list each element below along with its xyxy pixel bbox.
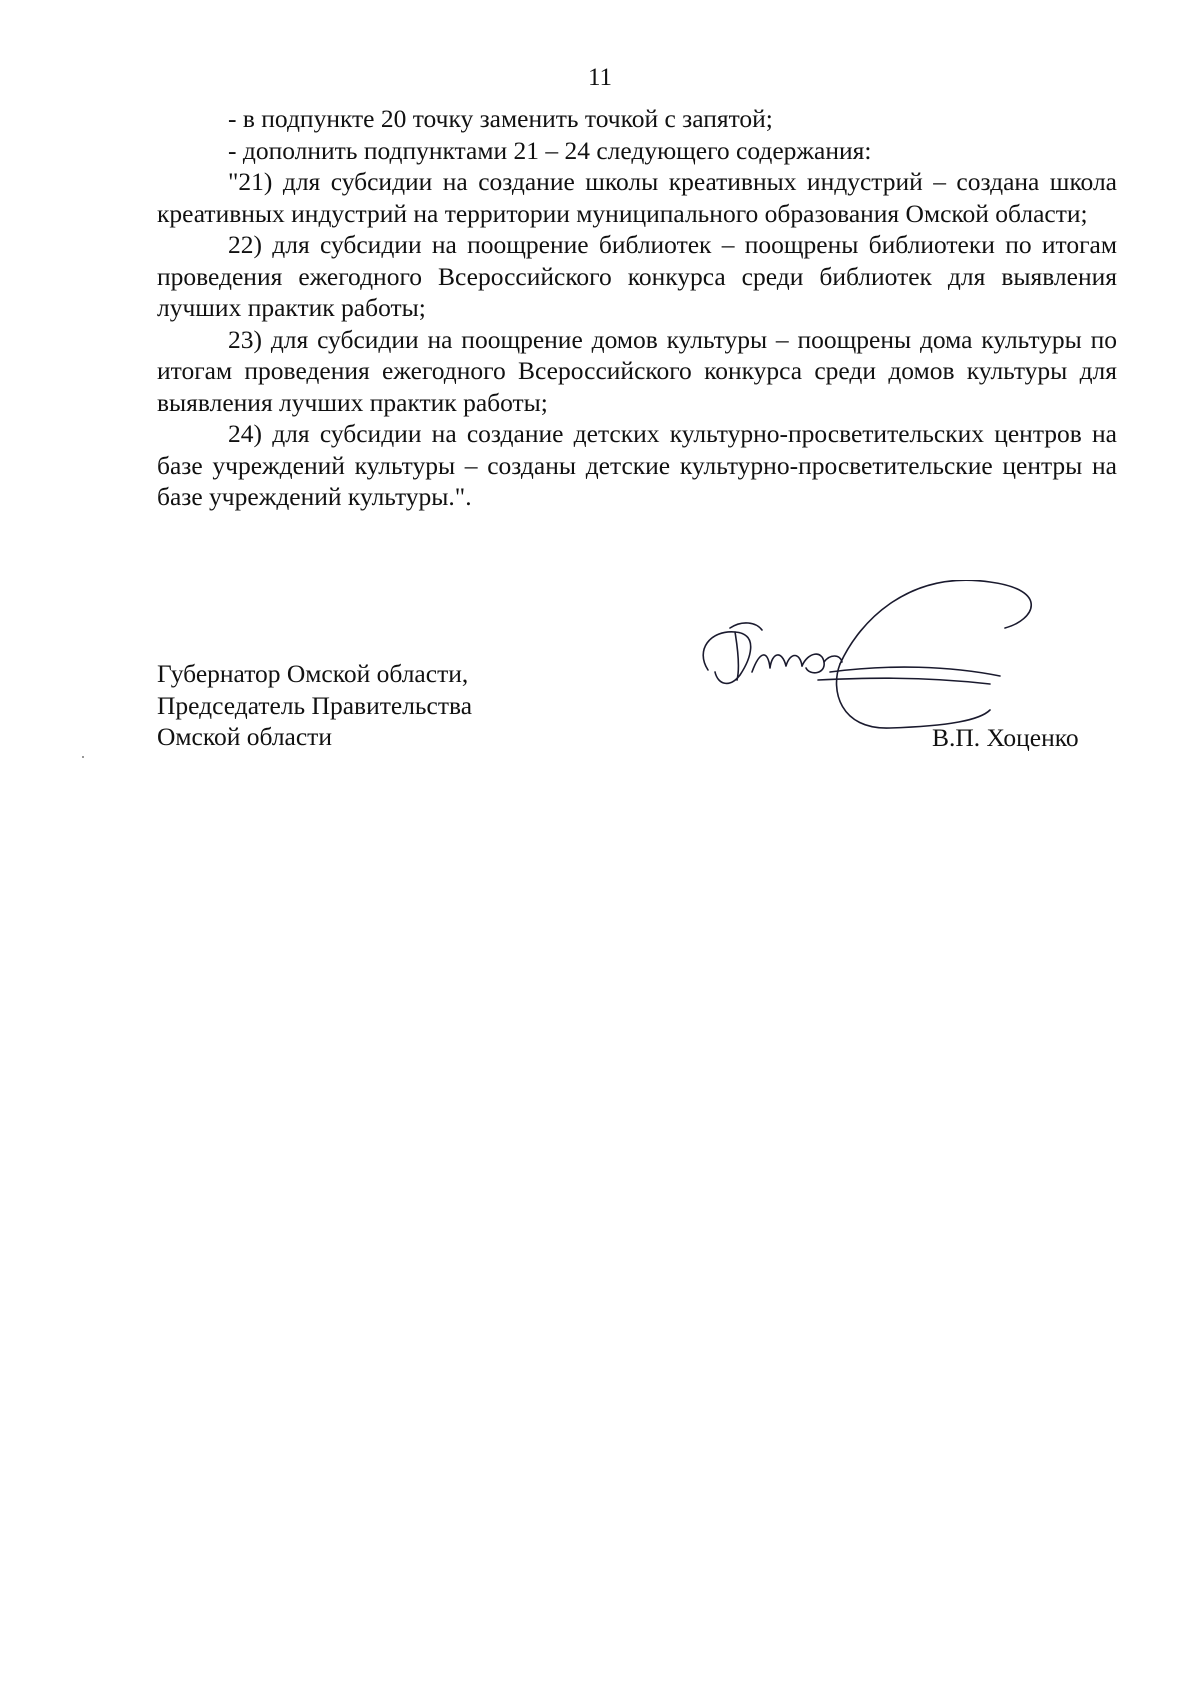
signatory-position-line: Губернатор Омской области, [157, 659, 469, 688]
document-body [157, 103, 1117, 513]
scan-speck [82, 756, 84, 758]
paragraph-item-24: 24) для субсидии на создание детских культурно-просветительских центров на базе учреждений культуры – созданы детские культурно-просветительские центры на базе учреждений культуры.". [157, 419, 1117, 511]
handwritten-signature [690, 580, 1110, 790]
page-number: 11 [587, 64, 613, 91]
paragraph-item-22: 22) для субсидии на поощрение библиотек – поощрены библиотеки по итогам проведения ежегодного Всероссийского конкурса среди библиотек для выявления лучших практик работы; [157, 230, 1117, 322]
paragraph-1: - в подпункте 20 точку заменить точкой с запятой; [228, 104, 773, 133]
signatory-position [157, 658, 472, 753]
paragraph-item-23: 23) для субсидии на поощрение домов культуры – поощрены дома культуры по итогам проведения ежегодного Всероссийского конкурса среди домов культуры для выявления лучших практик работы; [157, 324, 1117, 417]
signatory-position-line: Председатель Правительства [157, 690, 473, 720]
paragraph-2: - дополнить подпунктами 21 – 24 следующего содержания: [228, 135, 872, 165]
paragraph-item-21: "21) для субсидии на создание школы креативных индустрий – создана школа креативных индустрий на территории муниципального образования Омской области; [157, 167, 1117, 228]
signatory-name: В.П. Хоценко [932, 723, 1079, 752]
signatory-position-line: Омской области [157, 722, 332, 751]
